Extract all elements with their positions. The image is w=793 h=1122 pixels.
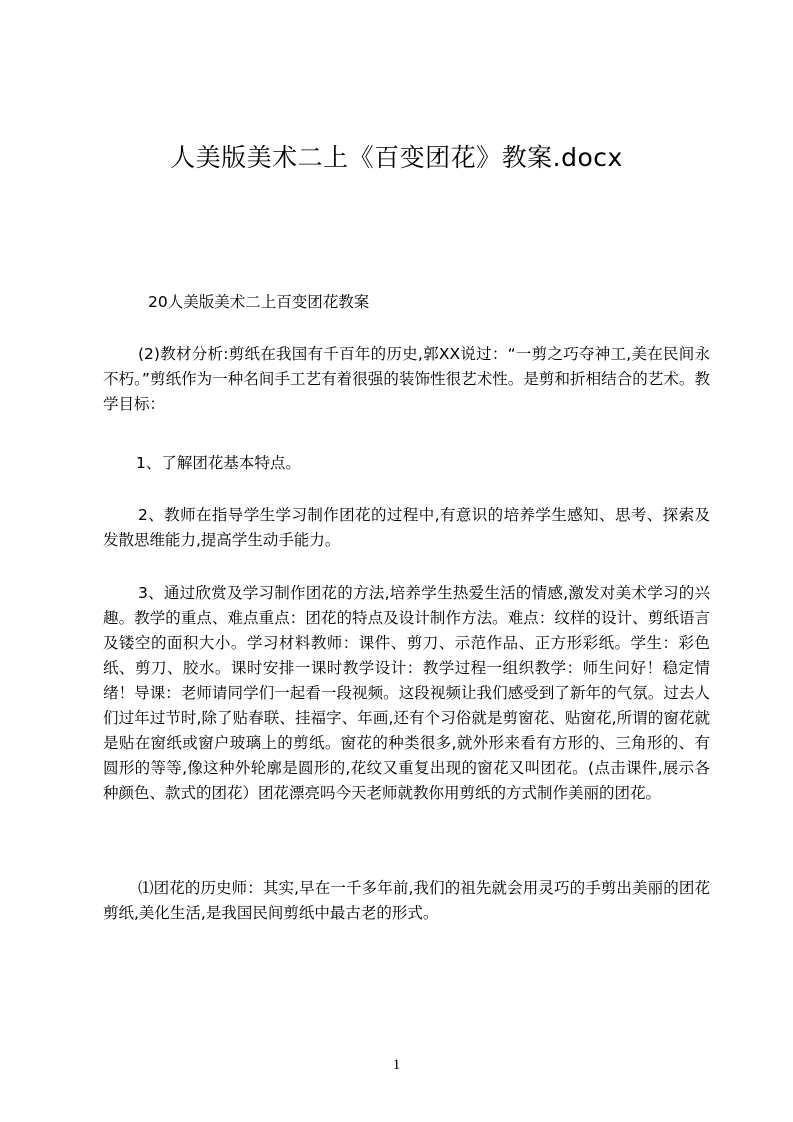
document-title: 人美版美术二上《百变团花》教案.docx: [170, 143, 623, 172]
document-subtitle: 20人美版美术二上百变团花教案: [148, 293, 370, 311]
paragraph-goal-3: 3、通过欣赏及学习制作团花的方法,培养学生热爱生活的情感,激发对美术学习的兴趣。教学的重点、难点重点：团花的特点及设计制作方法。难点：纹样的设计、剪纸语言及镂空的面积大小。学习材料教师：课件、剪刀、示范作品、正方形彩纸。学生：彩色纸、剪刀、胶水。课时安排一课时教学设计：教学过程一组织教学：师生问好！稳定情绪！导课：老师请同学们一起看一段视频。这段视频让我们感受到了新年的气氛。过去人们过年过节时,除了贴春联、挂福字、年画,还有个习俗就是剪窗花、贴窗花,所谓的窗花就是贴在窗纸或窗户玻璃上的剪纸。窗花的种类很多,就外形来看有方形的、三角形的、有圆形的等等,像这种外轮廓是圆形的,花纹又重复出现的窗花又叫团花。(点击课件,展示各种颜色、款式的团花）团花漂亮吗今天老师就教你用剪纸的方式制作美丽的团花。: [103, 584, 710, 802]
paragraph-goal-2: 2、教师在指导学生学习制作团花的过程中,有意识的培养学生感知、思考、探索及发散思维能力,提高学生动手能力。: [103, 506, 710, 549]
paragraph-textbook-analysis: (2)教材分析:剪纸在我国有千百年的历史,郭XX说过：“一剪之巧夺神工,美在民间永不朽。”剪纸作为一种名间手工艺有着很强的装饰性很艺术性。是剪和折相结合的艺术。教学目标：: [103, 345, 710, 413]
paragraph-goal-1: 1、了解团花基本特点。: [136, 454, 301, 472]
page-number: 1: [392, 1057, 401, 1073]
paragraph-history: ⑴团花的历史师：其实,早在一千多年前,我们的祖先就会用灵巧的手剪出美丽的团花剪纸,美化生活,是我国民间剪纸中最古老的形式。: [103, 879, 710, 922]
